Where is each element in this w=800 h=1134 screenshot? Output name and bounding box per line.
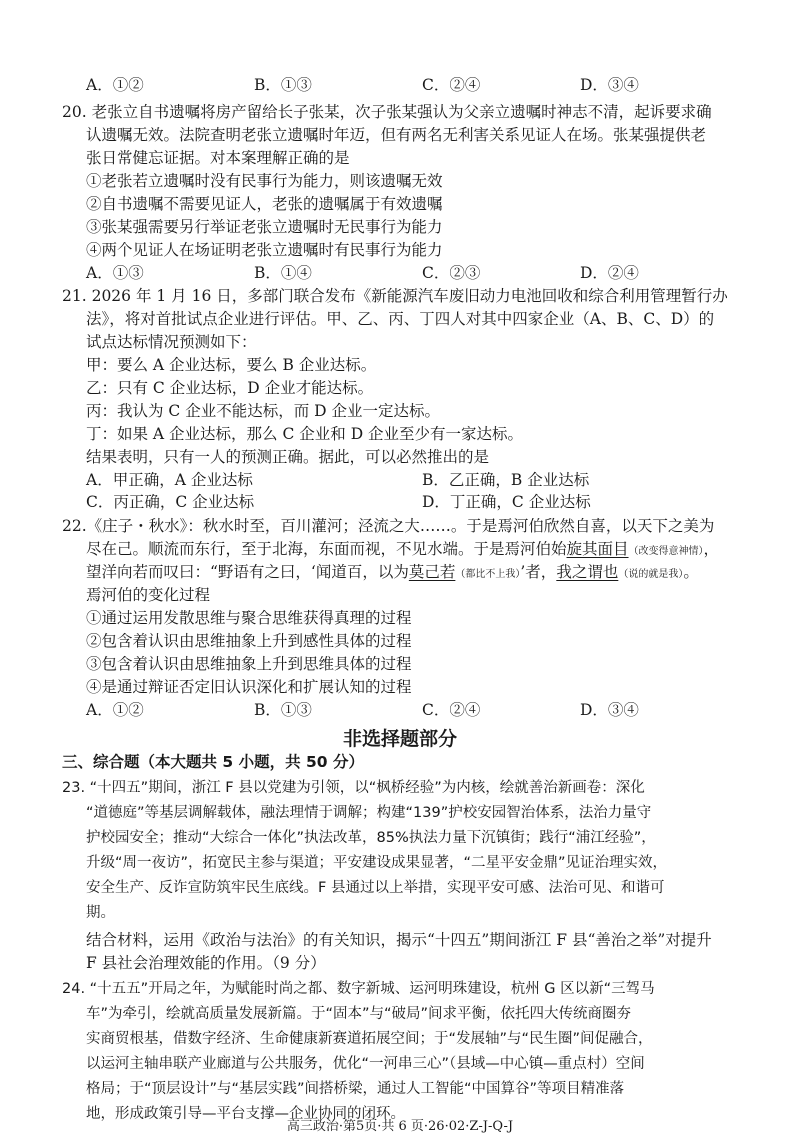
q22-stem-line: 焉河伯的变化过程 (86, 586, 211, 604)
annotation: （改变得意神情） (628, 546, 704, 557)
q22-item: ③包含着认识由思维抽象上升到思维具体的过程 (86, 655, 412, 673)
q22-item: ①通过运用发散思维与聚合思维获得真理的过程 (86, 609, 412, 627)
option-d: D．②④ (580, 264, 639, 282)
option-a: A．甲正确，A 企业达标 (86, 471, 253, 489)
option-b: B．乙正确，B 企业达标 (422, 471, 590, 489)
text: ， (703, 540, 720, 558)
q21-item: 结果表明，只有一人的预测正确。据此，可以必然推出的是 (86, 448, 490, 466)
option-c: C．②④ (422, 701, 481, 719)
q22-stem-line: 22.《庄子・秋水》：秋水时至，百川灌河；泾流之大……。于是焉河伯欣然自喜，以天下之美为 (62, 517, 715, 535)
q22-stem-line (86, 562, 699, 585)
q20-item: ①老张若立遗嘱时没有民事行为能力，则该遗嘱无效 (86, 172, 443, 190)
q21-item: 甲：要么 A 企业达标，要么 B 企业达标。 (86, 356, 377, 374)
q21-item: 丙：我认为 C 企业不能达标，而 D 企业一定达标。 (86, 402, 440, 420)
q20-stem-line: 20. 老张立自书遗嘱将房产留给长子张某，次子张某强认为父亲立遗嘱时神志不清，起诉要求确 (62, 103, 712, 121)
q22-options (86, 700, 776, 720)
option-a: A．①③ (86, 264, 144, 282)
q24-material-line: 以运河主轴串联产业廊道与公共服务，优化“一河串三心”（县域—中心镇—重点村）空间 (86, 1056, 645, 1072)
option-b: B．①③ (254, 701, 312, 719)
text: 望洋向若而叹曰：“野语有之曰，‘闻道百，以为 (86, 563, 409, 581)
q23-question-line: 结合材料，运用《政治与法治》的有关知识，揭示“十四五”期间浙江 F 县“善治之举”对提升 (86, 931, 712, 949)
q20-item: ②自书遗嘱不需要见证人，老张的遗嘱属于有效遗嘱 (86, 195, 443, 213)
q21-stem-line: 法》，将对首批试点企业进行评估。甲、乙、丙、丁四人对其中四家企业（A、B、C、D）的 (86, 310, 715, 328)
annotation: （说的就是我） (618, 569, 684, 580)
q23-question-line: F 县社会治理效能的作用。（9 分） (86, 954, 326, 972)
q24-material-line: 24. “十五五”开局之年，为赋能时尚之都、数字新城、运河明珠建设，杭州 G 区以新“三驾马 (62, 981, 655, 997)
option-b: B．①④ (254, 264, 312, 282)
q24-material-line: 车”为牵引，绘就高质量发展新篇。于“固本”与“破局”间求平衡，依托四大传统商圈夯 (86, 1006, 632, 1022)
q20-stem-line: 认遗嘱无效。法院查明老张立遗嘱时年迈，但有两名无利害关系见证人在场。张某强提供老 (86, 126, 707, 144)
text: 尽在己。顺流而东行，至于北海，东面而视，不见水端。于是焉河伯始 (86, 540, 567, 558)
option-d: D．③④ (580, 76, 639, 94)
q21-item: 乙：只有 C 企业达标，D 企业才能达标。 (86, 379, 374, 397)
q22-item: ④是通过辩证否定旧认识深化和扩展认知的过程 (86, 678, 412, 696)
q19-options (86, 75, 776, 95)
q23-material-line: 期。 (86, 905, 115, 921)
q20-item: ④两个见证人在场证明老张立遗嘱时有民事行为能力 (86, 241, 443, 259)
q23-material-line: 护校园安全；推动“大综合一体化”执法改革，85%执法力量下沉镇街；践行“浦江经验”， (86, 830, 656, 846)
q20-item: ③张某强需要另行举证老张立遗嘱时无民事行为能力 (86, 218, 443, 236)
section-heading: 三、综合题（本大题共 5 小题，共 50 分） (62, 753, 364, 771)
text: 。 (683, 563, 699, 581)
q24-material-line: 格局；于“顶层设计”与“基层实践”间搭桥梁，通过人工智能“中国算谷”等项目精准落 (86, 1081, 625, 1097)
q23-material-line: 安全生产、反诈宣防筑牢民生底线。F 县通过以上举措，实现平安可感、法治可见、和谐可 (86, 880, 665, 896)
underlined-text: 我之谓也 (556, 563, 619, 581)
q20-options (86, 263, 776, 283)
q21-options-row2 (86, 492, 776, 512)
q21-options-row1 (86, 470, 776, 490)
option-d: D．丁正确，C 企业达标 (422, 493, 591, 511)
option-a: A．①② (86, 76, 144, 94)
page-footer: 高三政治·第5页·共 6 页·26·02·Z-J-Q-J (286, 1119, 514, 1134)
option-c: C．丙正确，C 企业达标 (86, 493, 255, 511)
option-b: B．①③ (254, 76, 312, 94)
q21-stem-line: 试点达标情况预测如下： (86, 333, 257, 351)
section-title: 非选择题部分 (342, 728, 457, 750)
q23-material-line: “道德庭”等基层调解载体，融法理情于调解；构建“139”护校安园智治体系，法治力量守 (86, 805, 652, 821)
q21-item: 丁：如果 A 企业达标，那么 C 企业和 D 企业至少有一家达标。 (86, 425, 524, 443)
option-c: C．②④ (422, 76, 481, 94)
option-c: C．②③ (422, 264, 481, 282)
annotation: （都比不上我） (455, 569, 521, 580)
q21-stem-line: 21. 2026 年 1 月 16 日，多部门联合发布《新能源汽车废旧动力电池回收和综合利用管理暂行办 (62, 287, 728, 305)
q24-material-line: 地，形成政策引导—平台支撑—企业协同的闭环。 (86, 1106, 405, 1122)
q23-material-line: 23. “十四五”期间，浙江 F 县以党建为引领，以“枫桥经验”为内核，绘就善治新画卷：深化 (62, 780, 645, 796)
option-a: A．①② (86, 701, 144, 719)
q23-material-line: 升级“周一夜访”，拓宽民主参与渠道；平安建设成果显著，“二星平安金鼎”见证治理实效， (86, 855, 668, 871)
q22-stem-line (86, 539, 719, 562)
underlined-text: 莫己若 (408, 563, 456, 581)
option-d: D．③④ (580, 701, 639, 719)
q24-material-line: 实商贸根基，借数字经济、生命健康新赛道拓展空间；于“发展轴”与“民生圈”间促融合， (86, 1031, 653, 1047)
text: ’者， (520, 563, 557, 581)
q22-item: ②包含着认识由思维抽象上升到感性具体的过程 (86, 632, 412, 650)
underlined-text: 旋其面目 (566, 540, 629, 558)
q20-stem-line: 张日常健忘证据。对本案理解正确的是 (86, 149, 350, 167)
